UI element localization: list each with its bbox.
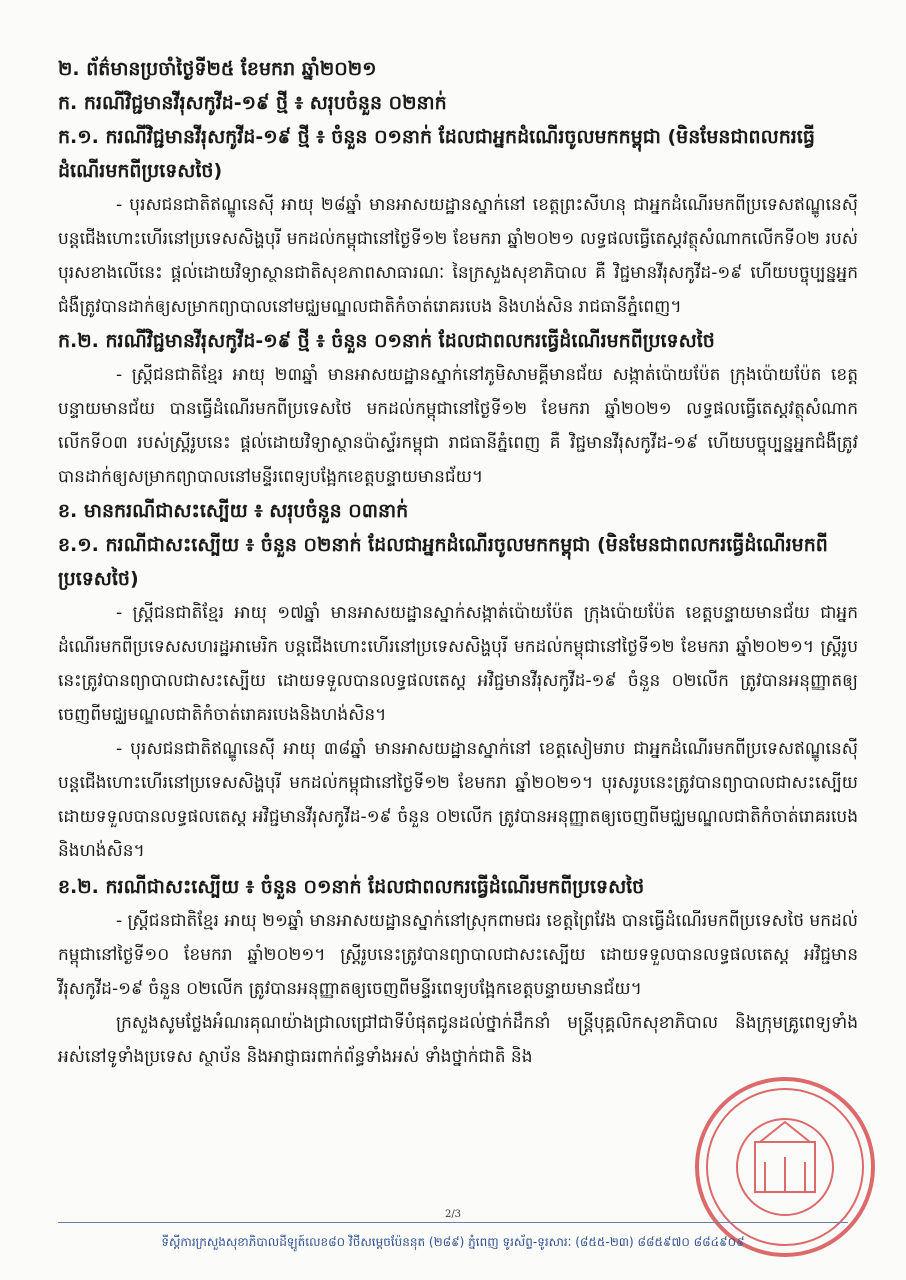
footer-divider: [58, 1222, 848, 1223]
section-b-heading: ខ. មានករណីជាសះស្បើយ ៖ សរុបចំនួន ០៣នាក់: [58, 500, 409, 522]
page-number: 2/3: [444, 1209, 462, 1220]
main-heading: ២. ព័ត៌មានប្រចាំថ្ងៃទី២៥ ខែមករា ឆ្នាំ២០២១: [58, 58, 377, 80]
paragraph-b1a: - ស្ត្រីជនជាតិខ្មែរ អាយុ ១៧ឆ្នាំ មានអាសយដ្ឋានស្នាក់សង្កាត់ប៉ោយប៉ែត ក្រុងប៉ោយប៉ែត ខេត្តបន្ទាយមានជ័យ ជាអ្នកដំណើរមកពីប្រទេសសហរដ្ឋអាមេរិក បន្តជើងហោះហើរនៅប្រទេសសិង្ហបុរី មកដល់កម្ពុជានៅថ្ងៃទី១២ ខែមករា ឆ្នាំ២០២១។ ស្ត្រីរូបនេះត្រូវបានព្យាបាលជាសះស្បើយ ដោយទទួលបានលទ្ធផលតេស្ត អវិជ្ជមានវីរុសកូវីដ-១៩ ចំនួន ០២លើក ត្រូវបានអនុញ្ញាតឲ្យចេញពីមជ្ឈមណ្ឌលជាតិកំចាត់រោគរបេងនិងហង់សិន។: [58, 603, 858, 725]
paragraph-thanks: ក្រសួងសូមថ្លែងអំណរគុណយ៉ាងជ្រាលជ្រៅជាទីបំផុតជូនដល់ថ្នាក់ដឹកនាំ មន្ត្រីបុគ្គលិកសុខាភិបាល និងក្រុមគ្រូពេទ្យទាំងអស់នៅទូទាំងប្រទេស ស្ថាប័ន និងអាជ្ញាធរពាក់ព័ន្ធទាំងអស់ ទាំងថ្នាក់ជាតិ និង: [58, 1013, 858, 1067]
paragraph-b1b: - បុរសជនជាតិឥណ្ឌូនេស៊ី អាយុ ៣៨ឆ្នាំ មានអាសយដ្ឋានស្នាក់នៅ ខេត្តសៀមរាប ជាអ្នកដំណើរមកពីប្រទេសឥណ្ឌូនេស៊ី បន្តជើងហោះហើរនៅប្រទេសសិង្ហបុរី មកដល់កម្ពុជានៅថ្ងៃទី១២ ខែមករា ឆ្នាំ២០២១។ បុរសរូបនេះត្រូវបានព្យាបាលជាសះស្បើយ ដោយទទួលបានលទ្ធផលតេស្ត អវិជ្ជមានវីរុសកូវីដ-១៩ ចំនួន ០២លើក ត្រូវបានអនុញ្ញាតឲ្យចេញពីមជ្ឈមណ្ឌលជាតិកំចាត់រោគរបេងនិងហង់សិន។: [58, 739, 858, 861]
document-body: [58, 52, 858, 1074]
section-b1-heading: ខ.១. ករណីជាសះស្បើយ ៖ ចំនួន ០២នាក់ ដែលជាអ្នកដំណើរចូលមកកម្ពុជា (មិនមែនជាពលករធ្វើដំណើរមកពីប្រទេសថៃ): [58, 534, 828, 590]
paragraph-a2: - ស្ត្រីជនជាតិខ្មែរ អាយុ ២៣ឆ្នាំ មានអាសយដ្ឋានស្នាក់នៅភូមិសាមគ្គីមានជ័យ សង្កាត់ប៉ោយប៉ែត ក្រុងប៉ោយប៉ែត ខេត្តបន្ទាយមានជ័យ បានធ្វើដំណើរមកពីប្រទេសថៃ មកដល់កម្ពុជានៅថ្ងៃទី១២ ខែមករា ឆ្នាំ២០២១ លទ្ធផលធ្វើតេស្តវត្ថុសំណាកលើកទី០៣ របស់ស្ត្រីរូបនេះ ផ្តល់ដោយវិទ្យាស្ថានប៉ាស្ទ័រកម្ពុជា រាជធានីភ្នំពេញ គឺ វិជ្ជមានវីរុសកូវីដ-១៩ ហើយបច្ចុប្បន្នអ្នកជំងឺត្រូវបានដាក់ឲ្យសម្រាកព្យាបាលនៅមន្ទីរពេទ្យបង្អែកខេត្តបន្ទាយមានជ័យ។: [58, 365, 858, 487]
paragraph-a1: - បុរសជនជាតិឥណ្ឌូនេស៊ី អាយុ ២៨ឆ្នាំ មានអាសយដ្ឋានស្នាក់នៅ ខេត្តព្រះសីហនុ ជាអ្នកដំណើរមកពីប្រទេសឥណ្ឌូនេស៊ី បន្តជើងហោះហើរនៅប្រទេសសិង្ហបុរី មកដល់កម្ពុជានៅថ្ងៃទី១២ ខែមករា ឆ្នាំ២០២១ លទ្ធផលធ្វើតេស្តវត្ថុសំណាកលើកទី០២ របស់បុរសខាងលើនេះ ផ្តល់ដោយវិទ្យាស្ថានជាតិសុខភាពសាធារណៈ នៃក្រសួងសុខាភិបាល គឺ វិជ្ជមានវីរុសកូវីដ-១៩ ហើយបច្ចុប្បន្នអ្នកជំងឺត្រូវបានដាក់ឲ្យសម្រាកព្យាបាលនៅមជ្ឈមណ្ឌលជាតិកំចាត់រោគរបេង និងហង់សិន រាជធានីភ្នំពេញ។: [58, 195, 858, 317]
section-a2-heading: ក.២. ករណីវិជ្ជមានវីរុសកូវីដ-១៩ ថ្មី ៖ ចំនួន ០១នាក់ ដែលជាពលករធ្វើដំណើរមកពីប្រទេសថៃ: [58, 330, 715, 352]
section-a-heading: ក. ករណីវិជ្ជមានវីរុសកូវីដ-១៩ ថ្មី ៖ សរុបចំនួន ០២នាក់: [58, 92, 447, 114]
footer-address: ទីស្តីការក្រសួងសុខាភិបាលដីឡូត៍លេខ៨០ វិថីសម្តេចប៉ែននុត (២៨៩) ភ្នំពេញ ទូរស័ព្ទ-ទូរសារៈ (៨៥៥-២៣) ៨៨៥៩៧០ ៨៨៤៩០៩: [161, 1235, 745, 1249]
section-b2-heading: ខ.២. ករណីជាសះស្បើយ ៖ ចំនួន ០១នាក់ ដែលជាពលករធ្វើដំណើរមកពីប្រទេសថៃ: [58, 876, 645, 898]
paragraph-b2: - ស្ត្រីជនជាតិខ្មែរ អាយុ ២១ឆ្នាំ មានអាសយដ្ឋានស្នាក់នៅស្រុកពាមជរ ខេត្តព្រៃវែង បានធ្វើដំណើរមកពីប្រទេសថៃ មកដល់កម្ពុជានៅថ្ងៃទី១០ ខែមករា ឆ្នាំ២០២១។ ស្ត្រីរូបនេះត្រូវបានព្យាបាលជាសះស្បើយ ដោយទទួលបានលទ្ធផលតេស្ត អវិជ្ជមានវីរុសកូវីដ-១៩ ចំនួន ០២លើក ត្រូវបានអនុញ្ញាតឲ្យចេញពីមន្ទីរពេទ្យបង្អែកខេត្តបន្ទាយមានជ័យ។: [58, 911, 858, 999]
section-a1-heading: ក.១. ករណីវិជ្ជមានវីរុសកូវីដ-១៩ ថ្មី ៖ ចំនួន ០១នាក់ ដែលជាអ្នកដំណើរចូលមកកម្ពុជា (មិនមែនជាពលករធ្វើដំណើរមកពីប្រទេសថៃ): [58, 126, 815, 182]
